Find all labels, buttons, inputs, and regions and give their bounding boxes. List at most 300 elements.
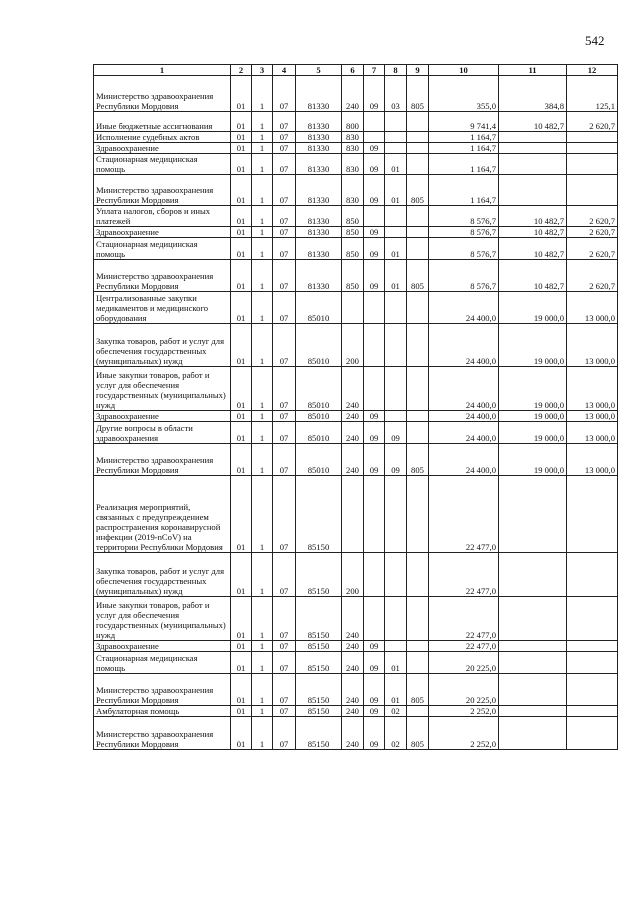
code-cell: 01	[385, 238, 407, 260]
amount-cell	[567, 674, 618, 706]
amount-cell	[567, 717, 618, 750]
code-cell	[385, 641, 407, 652]
amount-cell	[499, 652, 567, 674]
amount-cell	[499, 706, 567, 717]
code-cell: 85150	[296, 706, 342, 717]
table-row	[94, 476, 618, 553]
item-name: Здравоохранение	[94, 411, 231, 422]
code-cell: 09	[364, 444, 385, 476]
code-cell: 07	[273, 674, 296, 706]
amount-cell: 19 000,0	[499, 367, 567, 411]
amount-cell: 19 000,0	[499, 411, 567, 422]
code-cell: 09	[364, 422, 385, 444]
amount-cell: 2 252,0	[429, 706, 499, 717]
item-name: Исполнение судебных актов	[94, 132, 231, 143]
code-cell	[385, 112, 407, 132]
code-cell	[342, 476, 364, 553]
code-cell: 240	[342, 717, 364, 750]
code-cell: 805	[407, 674, 429, 706]
code-cell: 85150	[296, 641, 342, 652]
amount-cell: 24 400,0	[429, 292, 499, 324]
code-cell: 240	[342, 422, 364, 444]
amount-cell	[499, 641, 567, 652]
code-cell	[385, 324, 407, 367]
code-cell: 85150	[296, 597, 342, 641]
column-header: 5	[296, 65, 342, 76]
code-cell: 07	[273, 206, 296, 227]
amount-cell: 1 164,7	[429, 175, 499, 206]
code-cell	[385, 206, 407, 227]
table-row	[94, 112, 618, 132]
code-cell	[385, 292, 407, 324]
code-cell: 07	[273, 706, 296, 717]
code-cell: 85010	[296, 422, 342, 444]
code-cell: 1	[252, 706, 273, 717]
code-cell: 850	[342, 227, 364, 238]
code-cell: 07	[273, 641, 296, 652]
amount-cell: 22 477,0	[429, 476, 499, 553]
code-cell: 81330	[296, 76, 342, 112]
amount-cell: 13 000,0	[567, 324, 618, 367]
code-cell	[407, 143, 429, 154]
code-cell: 01	[231, 227, 252, 238]
code-cell	[407, 132, 429, 143]
amount-cell: 19 000,0	[499, 324, 567, 367]
code-cell: 85150	[296, 674, 342, 706]
code-cell: 01	[385, 175, 407, 206]
code-cell: 01	[231, 238, 252, 260]
amount-cell	[567, 476, 618, 553]
code-cell: 85010	[296, 411, 342, 422]
code-cell: 1	[252, 143, 273, 154]
code-cell	[407, 292, 429, 324]
table-row	[94, 206, 618, 227]
code-cell: 805	[407, 175, 429, 206]
amount-cell: 8 576,7	[429, 260, 499, 292]
code-cell	[407, 652, 429, 674]
code-cell: 830	[342, 175, 364, 206]
code-cell	[364, 476, 385, 553]
code-cell: 09	[364, 238, 385, 260]
table-row	[94, 597, 618, 641]
code-cell	[385, 367, 407, 411]
amount-cell: 2 620,7	[567, 238, 618, 260]
amount-cell: 19 000,0	[499, 444, 567, 476]
amount-cell	[567, 597, 618, 641]
code-cell	[385, 143, 407, 154]
code-cell: 09	[364, 76, 385, 112]
code-cell: 1	[252, 227, 273, 238]
code-cell	[364, 367, 385, 411]
code-cell	[385, 553, 407, 597]
amount-cell: 24 400,0	[429, 444, 499, 476]
code-cell	[407, 227, 429, 238]
code-cell: 830	[342, 154, 364, 175]
amount-cell: 2 620,7	[567, 227, 618, 238]
code-cell: 03	[385, 76, 407, 112]
code-cell: 09	[364, 143, 385, 154]
code-cell	[407, 411, 429, 422]
code-cell: 02	[385, 706, 407, 717]
amount-cell	[567, 652, 618, 674]
code-cell: 01	[385, 260, 407, 292]
code-cell: 07	[273, 112, 296, 132]
amount-cell	[567, 641, 618, 652]
table-row	[94, 76, 618, 112]
code-cell: 02	[385, 717, 407, 750]
code-cell: 1	[252, 444, 273, 476]
amount-cell: 24 400,0	[429, 411, 499, 422]
amount-cell: 2 620,7	[567, 206, 618, 227]
amount-cell	[499, 553, 567, 597]
amount-cell: 8 576,7	[429, 238, 499, 260]
code-cell: 01	[231, 597, 252, 641]
table-row	[94, 706, 618, 717]
table-row	[94, 367, 618, 411]
code-cell: 850	[342, 238, 364, 260]
code-cell: 1	[252, 367, 273, 411]
amount-cell: 355,0	[429, 76, 499, 112]
code-cell	[385, 227, 407, 238]
code-cell: 01	[231, 143, 252, 154]
code-cell	[364, 292, 385, 324]
code-cell	[407, 597, 429, 641]
code-cell: 85010	[296, 292, 342, 324]
amount-cell: 125,1	[567, 76, 618, 112]
amount-cell	[499, 674, 567, 706]
code-cell: 1	[252, 553, 273, 597]
code-cell: 07	[273, 260, 296, 292]
amount-cell: 2 620,7	[567, 112, 618, 132]
item-name: Здравоохранение	[94, 227, 231, 238]
item-name: Министерство здравоохранения Республики Мордовия	[94, 76, 231, 112]
code-cell	[407, 422, 429, 444]
item-name: Реализация мероприятий, связанных с предупреждением распространения коронавирусной инфекции (2019-nCoV) на территории Республики Мордовия	[94, 476, 231, 553]
code-cell: 01	[231, 411, 252, 422]
column-header: 1	[94, 65, 231, 76]
code-cell: 850	[342, 206, 364, 227]
code-cell: 81330	[296, 143, 342, 154]
amount-cell	[499, 717, 567, 750]
amount-cell	[499, 143, 567, 154]
code-cell: 85150	[296, 652, 342, 674]
amount-cell: 1 164,7	[429, 143, 499, 154]
amount-cell: 10 482,7	[499, 206, 567, 227]
code-cell: 01	[231, 641, 252, 652]
code-cell: 805	[407, 76, 429, 112]
code-cell: 81330	[296, 227, 342, 238]
item-name: Здравоохранение	[94, 641, 231, 652]
code-cell: 01	[231, 175, 252, 206]
code-cell: 01	[385, 652, 407, 674]
item-name: Централизованные закупки медикаментов и медицинского оборудования	[94, 292, 231, 324]
code-cell: 800	[342, 112, 364, 132]
code-cell: 07	[273, 422, 296, 444]
amount-cell: 1 164,7	[429, 132, 499, 143]
table-row	[94, 292, 618, 324]
code-cell: 85010	[296, 444, 342, 476]
code-cell: 1	[252, 238, 273, 260]
code-cell: 01	[231, 553, 252, 597]
code-cell: 01	[385, 674, 407, 706]
code-cell	[364, 206, 385, 227]
code-cell: 1	[252, 292, 273, 324]
code-cell: 09	[364, 706, 385, 717]
code-cell	[407, 154, 429, 175]
amount-cell: 24 400,0	[429, 422, 499, 444]
code-cell: 01	[231, 367, 252, 411]
code-cell: 830	[342, 143, 364, 154]
code-cell: 240	[342, 706, 364, 717]
item-name: Здравоохранение	[94, 143, 231, 154]
amount-cell: 8 576,7	[429, 227, 499, 238]
code-cell: 09	[385, 444, 407, 476]
code-cell: 1	[252, 597, 273, 641]
amount-cell: 13 000,0	[567, 292, 618, 324]
amount-cell	[567, 553, 618, 597]
item-name: Амбулаторная помощь	[94, 706, 231, 717]
code-cell: 09	[385, 422, 407, 444]
item-name: Закупка товаров, работ и услуг для обеспечения государственных (муниципальных) нужд	[94, 324, 231, 367]
code-cell: 240	[342, 597, 364, 641]
code-cell: 200	[342, 324, 364, 367]
code-cell: 01	[231, 206, 252, 227]
page-number: 542	[585, 33, 605, 48]
table-row	[94, 553, 618, 597]
code-cell: 07	[273, 143, 296, 154]
table-header-row	[94, 65, 618, 76]
code-cell: 07	[273, 597, 296, 641]
code-cell: 240	[342, 367, 364, 411]
table-row	[94, 175, 618, 206]
item-name: Стационарная медицинская помощь	[94, 154, 231, 175]
code-cell: 81330	[296, 154, 342, 175]
amount-cell: 10 482,7	[499, 112, 567, 132]
code-cell: 09	[364, 260, 385, 292]
amount-cell	[499, 175, 567, 206]
column-header: 3	[252, 65, 273, 76]
code-cell: 01	[231, 76, 252, 112]
amount-cell: 10 482,7	[499, 227, 567, 238]
code-cell: 1	[252, 112, 273, 132]
amount-cell: 24 400,0	[429, 367, 499, 411]
code-cell	[407, 641, 429, 652]
code-cell: 81330	[296, 260, 342, 292]
amount-cell	[499, 476, 567, 553]
code-cell: 85150	[296, 476, 342, 553]
item-name: Иные бюджетные ассигнования	[94, 112, 231, 132]
item-name: Иные закупки товаров, работ и услуг для обеспечения государственных (муниципальных) нужд	[94, 367, 231, 411]
column-header: 6	[342, 65, 364, 76]
amount-cell: 10 482,7	[499, 260, 567, 292]
amount-cell: 2 252,0	[429, 717, 499, 750]
item-name: Министерство здравоохранения Республики Мордовия	[94, 674, 231, 706]
amount-cell: 22 477,0	[429, 641, 499, 652]
amount-cell: 13 000,0	[567, 444, 618, 476]
code-cell: 1	[252, 76, 273, 112]
code-cell: 07	[273, 476, 296, 553]
code-cell: 01	[231, 422, 252, 444]
code-cell	[407, 112, 429, 132]
code-cell: 01	[231, 154, 252, 175]
table-row	[94, 444, 618, 476]
amount-cell: 22 477,0	[429, 553, 499, 597]
code-cell: 1	[252, 422, 273, 444]
code-cell: 07	[273, 444, 296, 476]
code-cell: 1	[252, 717, 273, 750]
code-cell: 85010	[296, 324, 342, 367]
code-cell: 81330	[296, 112, 342, 132]
amount-cell: 2 620,7	[567, 260, 618, 292]
code-cell: 1	[252, 652, 273, 674]
code-cell: 07	[273, 76, 296, 112]
amount-cell: 384,8	[499, 76, 567, 112]
code-cell	[407, 553, 429, 597]
code-cell	[364, 597, 385, 641]
code-cell: 1	[252, 132, 273, 143]
code-cell: 240	[342, 674, 364, 706]
code-cell: 1	[252, 260, 273, 292]
amount-cell: 10 482,7	[499, 238, 567, 260]
code-cell: 07	[273, 175, 296, 206]
code-cell: 07	[273, 324, 296, 367]
amount-cell	[499, 132, 567, 143]
amount-cell: 13 000,0	[567, 422, 618, 444]
code-cell: 1	[252, 476, 273, 553]
code-cell: 09	[364, 411, 385, 422]
code-cell: 240	[342, 652, 364, 674]
code-cell: 09	[364, 227, 385, 238]
code-cell: 240	[342, 411, 364, 422]
item-name: Иные закупки товаров, работ и услуг для обеспечения государственных (муниципальных) нужд	[94, 597, 231, 641]
code-cell	[385, 411, 407, 422]
code-cell	[407, 367, 429, 411]
amount-cell: 1 164,7	[429, 154, 499, 175]
item-name: Министерство здравоохранения Республики Мордовия	[94, 175, 231, 206]
code-cell: 07	[273, 652, 296, 674]
code-cell: 1	[252, 206, 273, 227]
code-cell: 01	[231, 652, 252, 674]
table-row	[94, 411, 618, 422]
code-cell: 07	[273, 717, 296, 750]
item-name: Другие вопросы в области здравоохранения	[94, 422, 231, 444]
code-cell: 850	[342, 260, 364, 292]
table-row	[94, 717, 618, 750]
code-cell	[385, 597, 407, 641]
code-cell: 07	[273, 292, 296, 324]
code-cell: 01	[231, 132, 252, 143]
item-name: Стационарная медицинская помощь	[94, 238, 231, 260]
code-cell: 240	[342, 76, 364, 112]
column-header: 11	[499, 65, 567, 76]
code-cell: 01	[231, 292, 252, 324]
code-cell: 240	[342, 641, 364, 652]
table-row	[94, 143, 618, 154]
code-cell	[364, 132, 385, 143]
table-row	[94, 324, 618, 367]
item-name: Закупка товаров, работ и услуг для обеспечения государственных (муниципальных) нужд	[94, 553, 231, 597]
table-row	[94, 132, 618, 143]
column-header: 8	[385, 65, 407, 76]
code-cell: 805	[407, 260, 429, 292]
code-cell: 09	[364, 652, 385, 674]
amount-cell	[499, 154, 567, 175]
code-cell	[407, 476, 429, 553]
code-cell: 1	[252, 324, 273, 367]
code-cell: 01	[231, 112, 252, 132]
column-header: 9	[407, 65, 429, 76]
item-name: Уплата налогов, сборов и иных платежей	[94, 206, 231, 227]
code-cell	[407, 206, 429, 227]
code-cell: 09	[364, 717, 385, 750]
code-cell	[407, 706, 429, 717]
amount-cell	[567, 143, 618, 154]
code-cell: 09	[364, 674, 385, 706]
amount-cell	[567, 175, 618, 206]
column-header: 10	[429, 65, 499, 76]
amount-cell: 8 576,7	[429, 206, 499, 227]
code-cell	[364, 112, 385, 132]
code-cell: 1	[252, 175, 273, 206]
amount-cell	[567, 132, 618, 143]
amount-cell: 19 000,0	[499, 292, 567, 324]
table-row	[94, 154, 618, 175]
code-cell	[407, 324, 429, 367]
table-row	[94, 227, 618, 238]
code-cell: 01	[231, 674, 252, 706]
code-cell: 81330	[296, 206, 342, 227]
code-cell: 81330	[296, 238, 342, 260]
item-name: Министерство здравоохранения Республики Мордовия	[94, 717, 231, 750]
table-body	[94, 76, 618, 750]
code-cell: 01	[231, 324, 252, 367]
code-cell: 81330	[296, 132, 342, 143]
code-cell: 07	[273, 154, 296, 175]
table-row	[94, 260, 618, 292]
code-cell: 07	[273, 132, 296, 143]
code-cell: 01	[231, 444, 252, 476]
code-cell	[342, 292, 364, 324]
code-cell: 01	[231, 260, 252, 292]
code-cell: 07	[273, 553, 296, 597]
code-cell: 07	[273, 227, 296, 238]
item-name: Стационарная медицинская помощь	[94, 652, 231, 674]
code-cell: 1	[252, 154, 273, 175]
code-cell: 01	[231, 476, 252, 553]
item-name: Министерство здравоохранения Республики Мордовия	[94, 260, 231, 292]
amount-cell: 9 741,4	[429, 112, 499, 132]
amount-cell: 13 000,0	[567, 411, 618, 422]
code-cell: 07	[273, 238, 296, 260]
amount-cell: 19 000,0	[499, 422, 567, 444]
code-cell: 805	[407, 717, 429, 750]
amount-cell: 24 400,0	[429, 324, 499, 367]
code-cell	[364, 553, 385, 597]
amount-cell	[567, 154, 618, 175]
code-cell: 09	[364, 641, 385, 652]
code-cell: 200	[342, 553, 364, 597]
code-cell: 07	[273, 367, 296, 411]
code-cell: 85150	[296, 717, 342, 750]
amount-cell	[499, 597, 567, 641]
code-cell: 09	[364, 154, 385, 175]
table-row	[94, 238, 618, 260]
amount-cell: 13 000,0	[567, 367, 618, 411]
table-row	[94, 641, 618, 652]
code-cell	[385, 132, 407, 143]
code-cell: 01	[231, 717, 252, 750]
column-header: 4	[273, 65, 296, 76]
